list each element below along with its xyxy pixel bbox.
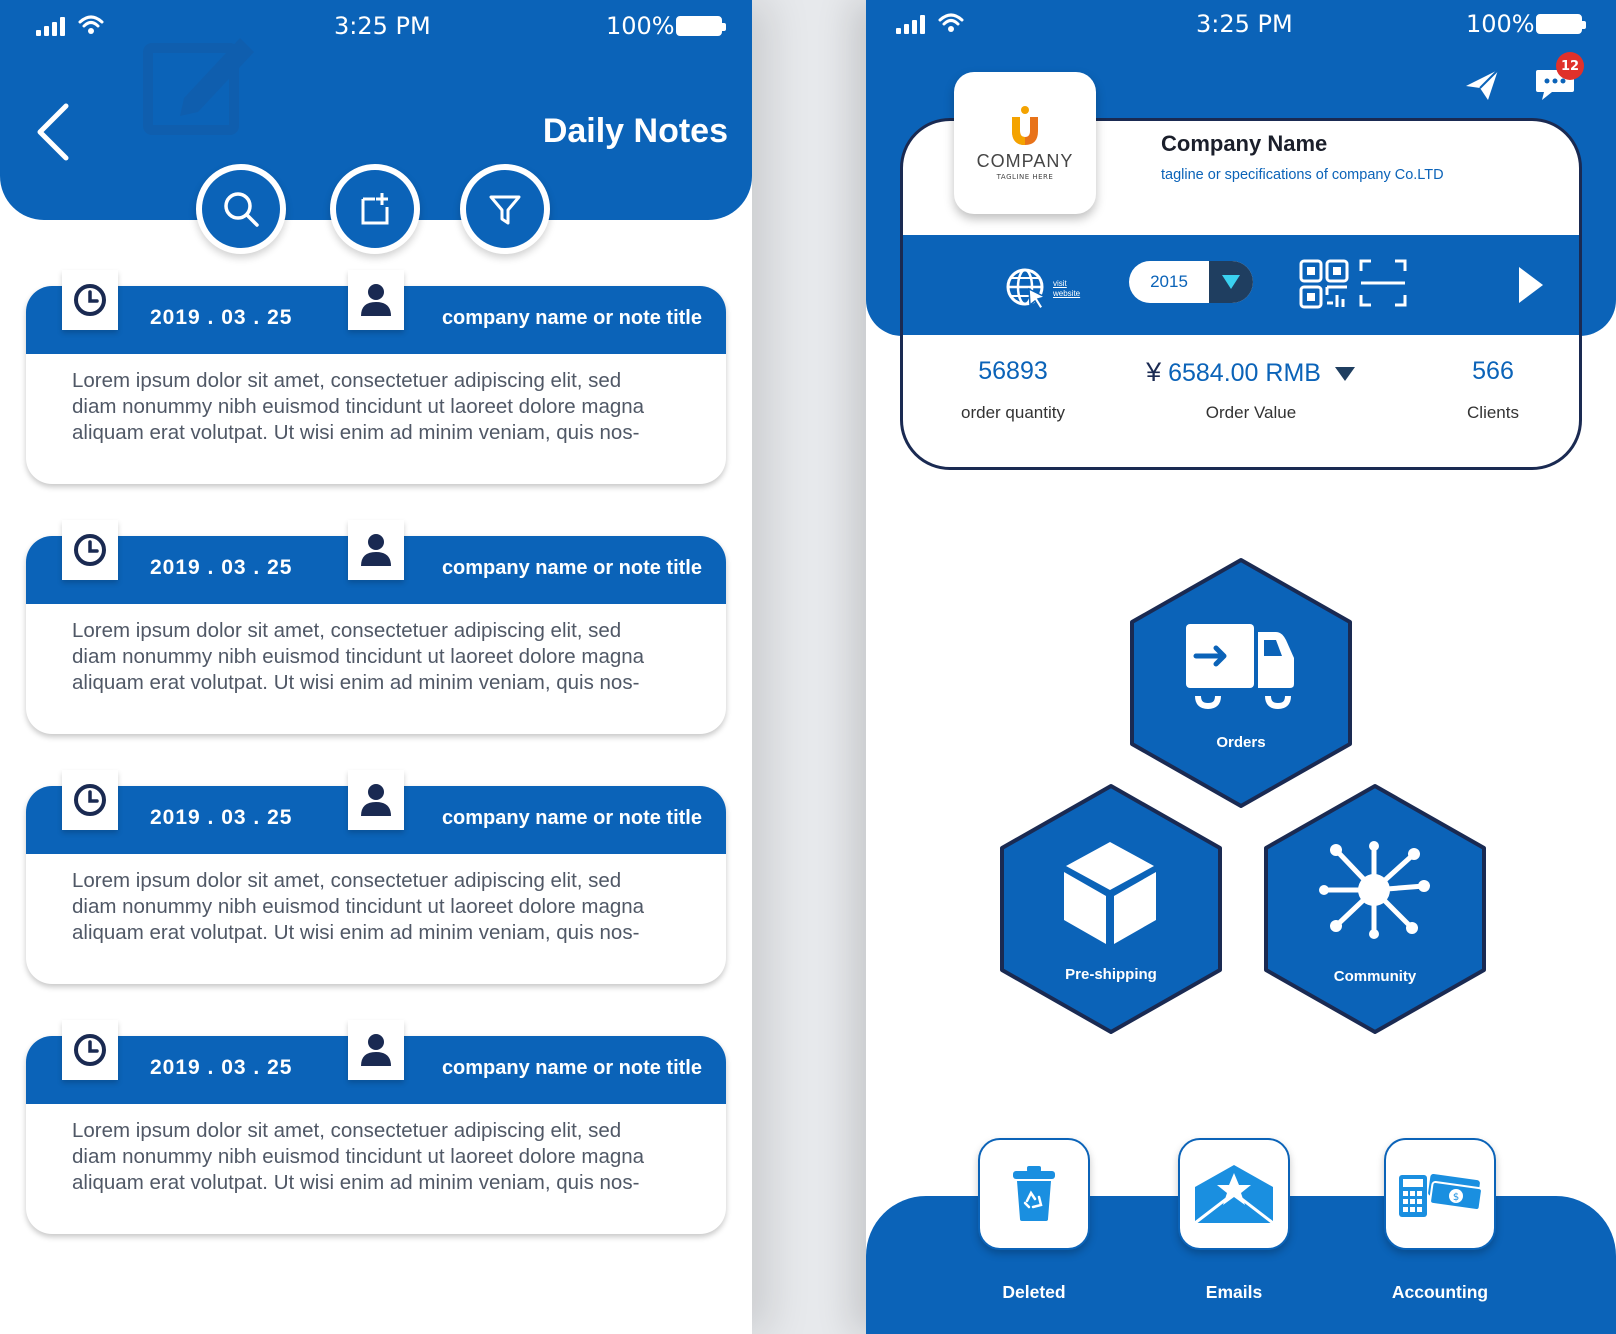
note-title: company name or note title — [441, 807, 702, 829]
clock-tab — [62, 270, 118, 330]
note-card[interactable] — [26, 536, 726, 734]
status-time: 3:25 PM — [334, 12, 431, 40]
user-icon — [359, 782, 393, 818]
note-body-line: aliquam erat volutpat. Ut wisi enim ad minim veniam, quis nos- — [72, 671, 640, 694]
visit-website-link[interactable] — [1005, 267, 1080, 311]
note-body — [72, 368, 692, 446]
status-time: 3:25 PM — [1196, 10, 1293, 38]
battery-icon — [676, 16, 722, 36]
user-tab — [348, 520, 404, 580]
user-icon — [359, 532, 393, 568]
note-body-line: diam nonummy nibh euismod tincidunt ut laoreet dolore magna — [72, 1145, 645, 1168]
battery-percentage: 100% — [606, 12, 675, 40]
dock-label: Deleted — [1002, 1282, 1066, 1302]
dropdown-arrow-icon — [1209, 261, 1253, 303]
clock-tab — [62, 1020, 118, 1080]
note-body-line: diam nonummy nibh euismod tincidunt ut laoreet dolore magna — [72, 395, 645, 418]
user-tab — [348, 270, 404, 330]
note-body-line: diam nonummy nibh euismod tincidunt ut laoreet dolore magna — [72, 895, 645, 918]
back-arrow-icon[interactable] — [32, 100, 72, 164]
globe-cursor-icon — [1005, 267, 1049, 311]
qr-code-icon[interactable] — [1299, 259, 1349, 309]
note-body-line: Lorem ipsum dolor sit amet, consectetuer adipiscing elit, sed — [72, 1119, 622, 1142]
year-dropdown[interactable] — [1129, 261, 1253, 303]
battery-percentage: 100% — [1466, 10, 1535, 38]
filter-icon — [485, 189, 525, 229]
stat-order-value[interactable] — [1131, 357, 1371, 423]
clock-tab — [62, 520, 118, 580]
note-header — [26, 536, 726, 604]
yuan-icon: ¥ — [1146, 357, 1162, 387]
network-icon — [1318, 840, 1430, 940]
stat-order-quantity — [933, 357, 1093, 423]
dock-label: Accounting — [1391, 1282, 1489, 1302]
hex-orders[interactable] — [1126, 556, 1356, 810]
user-icon — [359, 1032, 393, 1068]
user-icon — [359, 282, 393, 318]
stat-value: 56893 — [978, 357, 1048, 385]
play-next-icon[interactable] — [1517, 265, 1545, 305]
search-icon — [221, 189, 261, 229]
stat-label: Order Value — [1205, 403, 1297, 422]
notification-badge: 12 — [1556, 52, 1584, 80]
year-value: 2015 — [1150, 272, 1188, 291]
battery-icon — [1536, 14, 1582, 34]
profile-action-band — [903, 235, 1582, 335]
clock-icon — [73, 283, 107, 317]
hex-label: Community — [1333, 968, 1417, 985]
filter-button[interactable] — [460, 164, 550, 254]
stat-label: order quantity — [961, 403, 1065, 422]
company-logo — [954, 72, 1096, 214]
clock-icon — [73, 1033, 107, 1067]
calculator-money-icon — [1397, 1169, 1483, 1219]
note-body-line: Lorem ipsum dolor sit amet, consectetuer adipiscing elit, sed — [72, 619, 622, 642]
note-title: company name or note title — [441, 557, 702, 579]
svg-text:$: $ — [1452, 1192, 1460, 1203]
signal-icon — [896, 14, 925, 34]
note-body — [72, 618, 692, 696]
daily-notes-screen — [0, 0, 752, 1334]
mail-star-icon — [1193, 1163, 1275, 1225]
clock-tab — [62, 770, 118, 830]
wifi-icon — [78, 14, 104, 36]
note-date: 2019 . 03 . 25 — [150, 306, 293, 329]
logo-wordmark: COMPANY — [976, 151, 1074, 171]
box-icon — [1062, 840, 1158, 946]
note-card[interactable] — [26, 786, 726, 984]
note-title: company name or note title — [441, 307, 702, 329]
stat-clients — [1433, 357, 1553, 423]
hex-community[interactable] — [1260, 782, 1490, 1036]
add-note-icon — [355, 189, 395, 229]
user-tab — [348, 1020, 404, 1080]
page-title: Daily Notes — [542, 112, 728, 150]
visit-website-text: visit website — [1053, 279, 1081, 298]
company-tagline: tagline or specifications of company Co.LTD — [1161, 167, 1444, 183]
note-body — [72, 868, 692, 946]
hex-pre-shipping[interactable] — [996, 782, 1226, 1036]
stat-value: 6584.00 RMB — [1168, 359, 1321, 387]
search-button[interactable] — [196, 164, 286, 254]
note-body — [72, 1118, 692, 1196]
truck-icon — [1184, 622, 1296, 714]
add-note-button[interactable] — [330, 164, 420, 254]
dock-label: Emails — [1205, 1282, 1263, 1302]
status-bar — [0, 10, 752, 46]
note-date: 2019 . 03 . 25 — [150, 806, 293, 829]
deleted-button[interactable] — [978, 1138, 1090, 1250]
note-date: 2019 . 03 . 25 — [150, 556, 293, 579]
stat-value: 566 — [1472, 357, 1514, 385]
hex-label: Pre-shipping — [1065, 966, 1157, 983]
edit-note-icon — [140, 26, 260, 136]
note-title: company name or note title — [441, 1057, 702, 1079]
note-body-line: aliquam erat volutpat. Ut wisi enim ad minim veniam, quis nos- — [72, 1171, 640, 1194]
note-header — [26, 286, 726, 354]
hex-label: Orders — [1216, 734, 1266, 751]
note-body-line: Lorem ipsum dolor sit amet, consectetuer adipiscing elit, sed — [72, 369, 622, 392]
clock-icon — [73, 533, 107, 567]
recycle-bin-icon — [1011, 1165, 1057, 1223]
send-icon[interactable] — [1464, 68, 1500, 102]
note-body-line: aliquam erat volutpat. Ut wisi enim ad minim veniam, quis nos- — [72, 921, 640, 944]
user-tab — [348, 770, 404, 830]
clock-icon — [73, 783, 107, 817]
accounting-button[interactable] — [1384, 1138, 1496, 1250]
note-body-line: Lorem ipsum dolor sit amet, consectetuer adipiscing elit, sed — [72, 869, 622, 892]
company-name: Company Name — [1161, 131, 1328, 156]
scan-icon[interactable] — [1359, 259, 1407, 307]
dropdown-arrow-icon — [1334, 366, 1356, 382]
status-bar — [866, 10, 1616, 46]
company-logo-icon — [1008, 105, 1042, 147]
signal-icon — [36, 16, 65, 36]
logo-tagline: TAGLINE HERE — [996, 173, 1054, 181]
note-body-line: aliquam erat volutpat. Ut wisi enim ad minim veniam, quis nos- — [72, 421, 640, 444]
note-body-line: diam nonummy nibh euismod tincidunt ut laoreet dolore magna — [72, 645, 645, 668]
dashboard-screen — [866, 0, 1616, 1334]
note-header — [26, 1036, 726, 1104]
emails-button[interactable] — [1178, 1138, 1290, 1250]
stat-label: Clients — [1467, 403, 1519, 422]
wifi-icon — [938, 12, 964, 34]
note-card[interactable] — [26, 1036, 726, 1234]
note-date: 2019 . 03 . 25 — [150, 1056, 293, 1079]
note-header — [26, 786, 726, 854]
note-card[interactable] — [26, 286, 726, 484]
